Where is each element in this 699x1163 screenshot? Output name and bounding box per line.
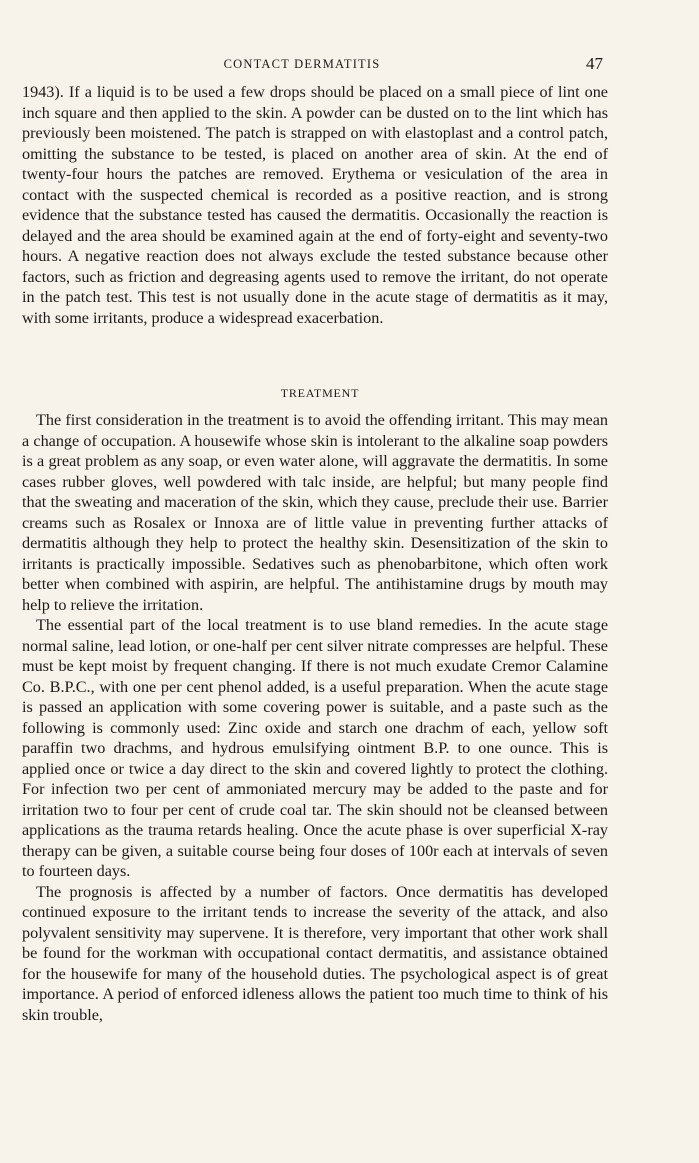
treatment-paragraph-1: The first consideration in the treatment is to avoid the offending irritant. This may mean a change of occupation. A housewife whose skin is intolerant to the alkaline soap powders is a great problem as any soap, or even water alone, will aggravate the dermatitis. In some cases rubber gloves, well powdered with talc inside, are helpful; but many people find that the sweating and maceration of the skin, which they cause, preclude their use. Barrier creams such as Rosalex or Innoxa are of little value in preventing further attacks of dermatitis although they help to protect the healthy skin. Desensitization of the skin to irritants is practically impossible. Sedatives such as phenobarbitone, which often work better when combined with aspirin, are helpful. The antihistamine drugs by mouth may help to relieve the irritation. [22, 411, 608, 614]
running-head [0, 54, 699, 78]
intro-paragraph: 1943). If a liquid is to be used a few drops should be placed on a small piece of lint one inch square and then applied to the skin. A powder can be dusted on to the lint which has previously been moistened. The patch is strapped on with elastoplast and a control patch, omitting the substance to be tested, is placed on another area of skin. At the end of twenty-four hours the patches are removed. Erythema or vesiculation of the area in contact with the suspected chemical is recorded as a positive reaction, and is strong evidence that the substance tested has caused the dermatitis. Occasionally the reaction is delayed and the area should be examined again at the end of forty-eight and seventy-two hours. A negative reaction does not always exclude the tested substance because other factors, such as friction and degreasing agents used to remove the irritant, do not operate in the patch test. This test is not usually done in the acute stage of dermatitis as it may, with some irritants, produce a widespread exacerbation. [22, 83, 608, 327]
intro-block [22, 82, 608, 328]
section-heading-treatment: TREATMENT [280, 386, 360, 400]
treatment-paragraph-2: The essential part of the local treatment is to use bland remedies. In the acute stage normal saline, lead lotion, or one-half per cent silver nitrate compresses are helpful. These must be kept moist by frequent changing. If there is not much exudate Cremor Calamine Co. B.P.C., with one per cent phenol added, is a useful preparation. When the acute stage is passed an application with some covering power is suitable, and a paste such as the following is commonly used: Zinc oxide and starch one drachm of each, yellow soft paraffin two drachms, and hydrous emulsifying ointment B.P. to one ounce. This is applied once or twice a day direct to the skin and covered lightly to protect the clothing. For infection two per cent of ammoniated mercury may be added to the paste and for irritation two to four per cent of crude coal tar. The skin should not be cleansed between applications as the trauma retards healing. Once the acute phase is over superficial X-ray therapy can be given, a suitable course being four doses of 100r each at intervals of seven to fourteen days. [22, 616, 608, 880]
treatment-paragraph-3: The prognosis is affected by a number of factors. Once dermatitis has developed continued exposure to the irritant tends to increase the severity of the attack, and also polyvalent sensitivity may supervene. It is therefore, very important that other work shall be found for the workman with occupational contact dermatitis, and assistance obtained for the housewife for many of the household duties. The psychological aspect is of great importance. A period of enforced idleness allows the patient too much time to think of his skin trouble, [22, 882, 608, 1024]
running-title: CONTACT DERMATITIS [223, 57, 381, 71]
treatment-section [22, 410, 608, 1025]
page-number: 47 [586, 54, 603, 73]
